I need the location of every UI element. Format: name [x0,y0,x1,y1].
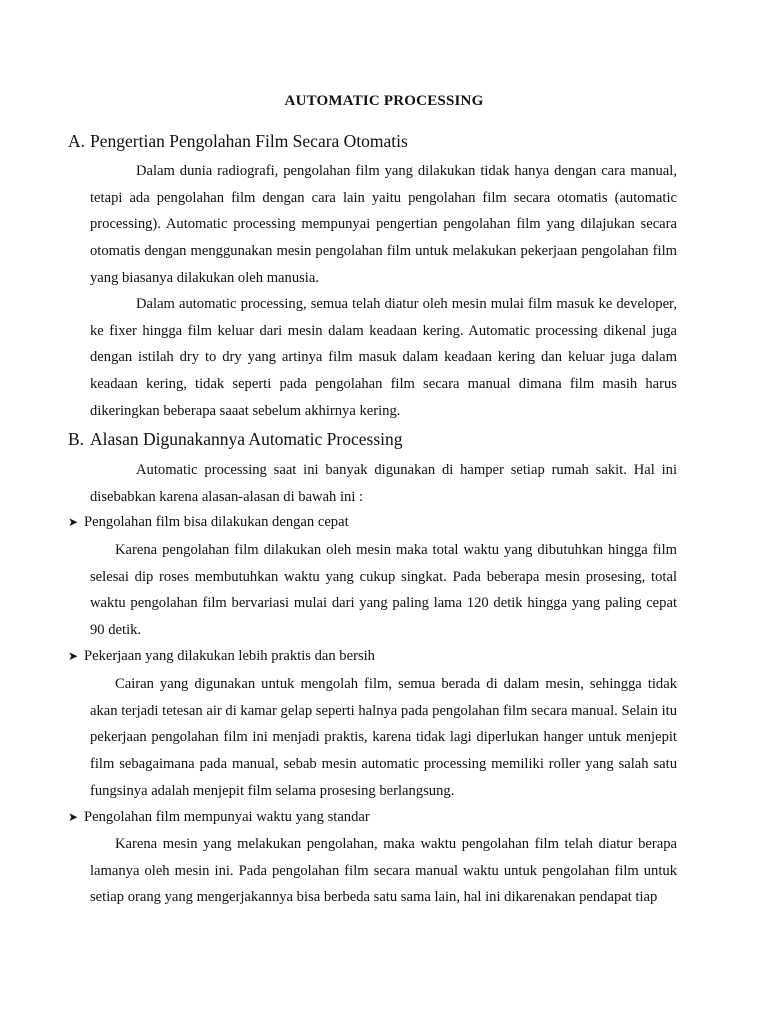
bullet-item-3 [68,809,370,826]
section-a-paragraph-1: Dalam dunia radiografi, pengolahan film yang dilakukan tidak hanya dengan cara manual, tetapi ada pengolahan film dengan cara lain yaitu pengolahan film secara otomatis (automatic processing). Automatic processing mempunyai pengertian pengolahan film yang dilajukan secara otomatis dengan menggunakan mesin pengolahan film untuk melakukan pekerjaan pengolahan film yang biasanya dilakukan oleh manusia. [90,163,677,286]
section-a-heading [68,131,408,152]
section-a-paragraph-2: Dalam automatic processing, semua telah diatur oleh mesin mulai film masuk ke developer, ke fixer hingga film keluar dari mesin dalam keadaan kering. Automatic processing dikenal juga dengan istilah dry to dry yang artinya film masuk dalam keadaan kering dan keluar juga dalam keadaan kering, tidak seperti pada pengolahan film secara manual dimana film masih harus dikeringkan beberapa saaat sebelum akhirnya kering. [90,296,677,419]
page-title: AUTOMATIC PROCESSING [284,93,484,109]
bullet-item-1-title: Pengolahan film bisa dilakukan dengan cepat [84,514,349,530]
section-a-heading-text: Pengertian Pengolahan Film Secara Otomatis [90,131,408,151]
bullet-item-3-text: Karena mesin yang melakukan pengolahan, maka waktu pengolahan film telah diatur berapa lamanya oleh mesin ini. Pada pengolahan film secara manual waktu untuk pengolahan film untuk setiap orang yang mengerjakannya bisa berbeda satu sama lain, hal ini dikarenakan pendapat tiap [90,836,677,906]
bullet-item-2-title: Pekerjaan yang dilakukan lebih praktis dan bersih [84,648,375,664]
section-b-heading-text: Alasan Digunakannya Automatic Processing [90,429,403,449]
bullet-item-2-text: Cairan yang digunakan untuk mengolah film, semua berada di dalam mesin, sehingga tidak akan terjadi tetesan air di kamar gelap seperti halnya pada pengolahan film secara manual. Selain itu pekerjaan pengolahan film ini menjadi praktis, karena tidak lagi diperlukan hanger untuk menjepit film sebagaimana pada manual, sebab mesin automatic processing memiliki roller yang salah satu fungsinya adalah menjepit film selama prosesing berlangsung. [90,676,677,799]
section-a-label: A. [68,131,86,151]
arrow-bullet-icon: ➤ [68,649,79,663]
bullet-item-1 [68,514,349,531]
bullet-item-3-title: Pengolahan film mempunyai waktu yang standar [84,809,370,825]
arrow-bullet-icon: ➤ [68,515,79,529]
section-b-intro: Automatic processing saat ini banyak digunakan di hamper setiap rumah sakit. Hal ini disebabkan karena alasan-alasan di bawah ini : [90,462,677,505]
section-b-label: B. [68,429,85,449]
bullet-item-2 [68,648,375,665]
arrow-bullet-icon: ➤ [68,810,79,824]
section-b-heading [68,429,403,450]
bullet-item-1-text: Karena pengolahan film dilakukan oleh mesin maka total waktu yang dibutuhkan hingga film selesai dip roses membutuhkan waktu yang cukup singkat. Pada beberapa mesin prosesing, total waktu pengolahan film bervariasi mulai dari yang paling lama 120 detik hingga yang paling cepat 90 detik. [90,542,677,639]
